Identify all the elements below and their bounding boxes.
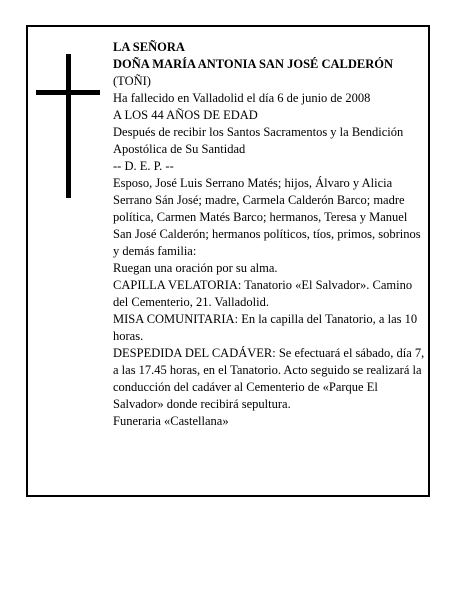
- rip: -- D. E. P. --: [113, 159, 174, 173]
- obituary-text: [113, 39, 425, 430]
- deceased-name: DOÑA MARÍA ANTONIA SAN JOSÉ CALDERÓN: [113, 57, 394, 71]
- heading-title: LA SEÑORA: [113, 40, 185, 54]
- age: A LOS 44 AÑOS DE EDAD: [113, 108, 258, 122]
- nickname: (TOÑI): [113, 74, 151, 88]
- mass-text: En la capilla del Tanatorio, a las 10 horas.: [113, 312, 418, 343]
- farewell-label: DESPEDIDA DEL CADÁVER:: [113, 346, 276, 360]
- wake-info: CAPILLA VELATORIA: Tanatorio «El Salvador». Camino del Cementerio, 21. Valladolid.: [113, 278, 413, 309]
- cross-horizontal-bar: [36, 90, 100, 95]
- cross-vertical-bar: [66, 54, 71, 198]
- farewell-text: Se efectuará el sábado, día 7, a las 17.45 horas, en el Tanatorio. Acto seguido se realizará la conducción del cadáver al Cementerio de «Parque El Salvador» donde recibirá sepultura.: [113, 346, 425, 411]
- mass-label: MISA COMUNITARIA:: [113, 312, 239, 326]
- family: Esposo, José Luis Serrano Matés; hijos, Álvaro y Alicia Serrano Sán José; madre, Carmela Calderón Barco; madre política, Carmen Matés Barco; hermanos, Teresa y Manuel San José Calderón; hermanos políticos, tíos, primos, sobrinos y demás familia:: [113, 176, 421, 258]
- farewell-info: [113, 345, 425, 413]
- death-info: Ha fallecido en Valladolid el día 6 de junio de 2008: [113, 91, 371, 105]
- cross-icon: [36, 54, 100, 198]
- funeral-home: Funeraria «Castellana»: [113, 414, 229, 428]
- mass-info: [113, 311, 425, 345]
- sacraments: Después de recibir los Santos Sacramentos y la Bendición Apostólica de Su Santidad: [113, 125, 404, 156]
- prayer: Ruegan una oración por su alma.: [113, 261, 278, 275]
